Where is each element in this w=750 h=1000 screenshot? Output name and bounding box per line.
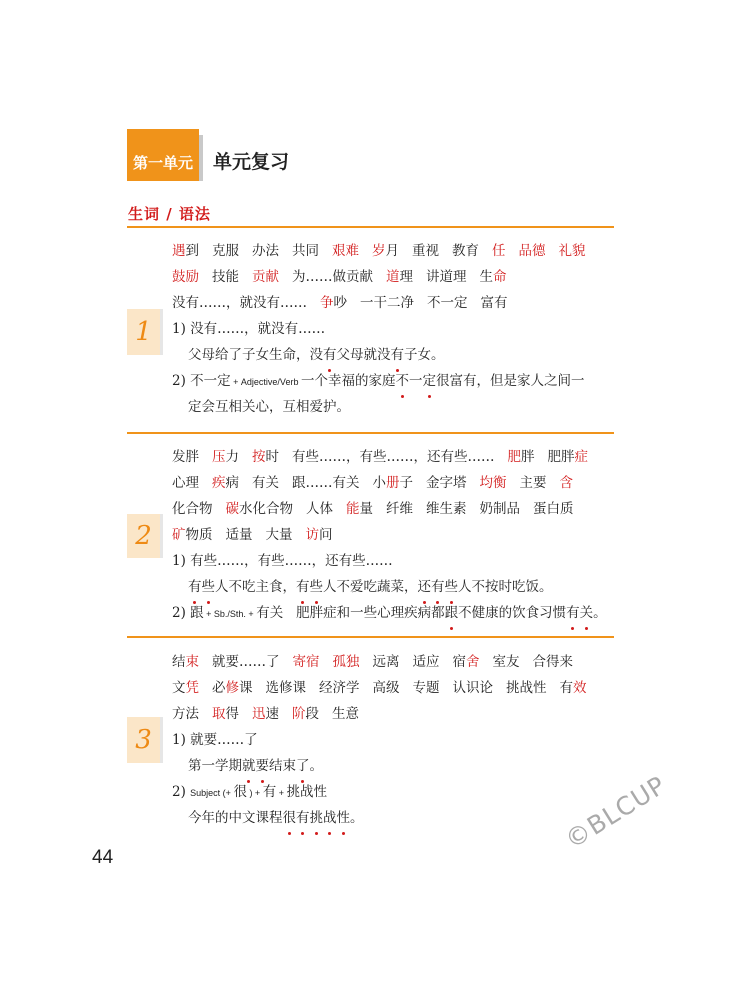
- vocab-word: 阶段: [292, 706, 319, 722]
- vocab-line: [172, 444, 622, 470]
- vocab-word: 宿舍: [452, 654, 480, 670]
- vocab-word: 远离: [372, 654, 400, 670]
- vocab-word: 奶制品: [479, 501, 520, 517]
- vocab-word: 就要……了: [212, 654, 280, 670]
- vocab-word: 大量: [265, 527, 293, 543]
- vocab-word: 文凭: [172, 680, 199, 696]
- vocab-line: [172, 701, 622, 727]
- vocab-word: 化合物: [172, 501, 213, 517]
- vocab-word: 能量: [346, 501, 373, 517]
- vocab-word: 生命: [479, 269, 507, 285]
- vocab-word: 必修课: [212, 680, 253, 696]
- divider: [127, 636, 614, 638]
- vocab-word: 寄宿: [292, 654, 320, 670]
- vocab-word: 共同: [292, 243, 319, 259]
- vocab-word: 挑战性: [506, 680, 547, 696]
- vocab-word: 适量: [225, 527, 253, 543]
- vocab-word: 高级: [372, 680, 400, 696]
- vocab-word: 维生素: [426, 501, 467, 517]
- vocab-word: 经济学: [319, 680, 360, 696]
- vocab-word: 碳水化合物: [225, 501, 293, 517]
- vocab-word: 争吵: [320, 295, 347, 311]
- vocab-word: 不一定: [427, 295, 468, 311]
- vocab-word: 适应: [412, 654, 440, 670]
- lesson-number-1: 1: [127, 309, 160, 355]
- grammar-pattern: 1) 就要……了: [172, 732, 258, 748]
- vocab-word: 按时: [252, 449, 279, 465]
- vocab-word: 有关: [252, 475, 279, 491]
- lesson-2-block: [172, 444, 622, 626]
- grammar-pattern: 1) 没有……，就没有……: [172, 321, 326, 337]
- vocab-line: [172, 675, 622, 701]
- grammar-example: 一个幸福的家庭不一定很富有，但是家人之间一: [301, 373, 585, 389]
- lesson-number-3: 3: [127, 717, 160, 763]
- grammar-pattern: 2) 不一定 + Adjective/Verb 一个幸福的家庭不一定很富有，但是家人之间一: [172, 368, 622, 394]
- vocab-word: 纤维: [386, 501, 413, 517]
- vocab-word: 疾病: [212, 475, 239, 491]
- vocab-word: 孤独: [332, 654, 360, 670]
- lesson-1-block: [172, 238, 622, 420]
- unit-title: 单元复习: [213, 150, 290, 173]
- grammar-example-cont: 定会互相关心，互相爱护。: [188, 399, 350, 415]
- vocab-word: 肥胖: [507, 449, 535, 465]
- vocab-word: 鼓励: [172, 269, 199, 285]
- vocab-word: 道理: [386, 269, 413, 285]
- vocab-word: 均衡: [479, 475, 507, 491]
- vocab-word: 室友: [492, 654, 520, 670]
- vocab-word: 发胖: [172, 449, 199, 465]
- grammar-example: 第一学期就要结束了。: [172, 753, 622, 779]
- lesson-number-2: 2: [127, 514, 160, 558]
- vocab-word: 技能: [212, 269, 239, 285]
- vocab-word: 生意: [332, 706, 359, 722]
- vocab-line: [172, 238, 622, 264]
- vocab-word: 教育: [452, 243, 479, 259]
- vocab-word: 富有: [480, 295, 508, 311]
- unit-tag: 第一单元: [127, 129, 199, 181]
- vocab-word: 结束: [172, 654, 199, 670]
- vocab-line: [172, 649, 622, 675]
- vocab-word: 取得: [212, 706, 239, 722]
- vocab-word: 迅速: [252, 706, 279, 722]
- vocab-word: 含: [559, 475, 573, 491]
- vocab-line: [172, 290, 622, 316]
- vocab-word: 人体: [306, 501, 333, 517]
- grammar-example: 有些人不吃主食，有些人不爱吃蔬菜，还有些人不按时吃饭。: [172, 574, 622, 600]
- vocab-word: 认识论: [452, 680, 493, 696]
- vocab-word: 蛋白质: [533, 501, 574, 517]
- vocab-word: 压力: [212, 449, 239, 465]
- vocab-word: 岁月: [372, 243, 399, 259]
- vocab-word: 讲道理: [426, 269, 467, 285]
- vocab-word: 主要: [519, 475, 547, 491]
- grammar-example: 父母给了子女生命，没有父母就没有子女。: [172, 342, 622, 368]
- vocab-word: 没有……，就没有……: [172, 295, 307, 311]
- vocab-word: 肥胖症: [547, 449, 588, 465]
- divider: [127, 432, 614, 434]
- grammar-pattern: 2) 跟 + Sb./Sth. + 有关 肥胖症和一些心理疾病都跟不健康的饮食习惯有关。: [172, 600, 622, 626]
- vocab-word: 矿物质: [172, 527, 213, 543]
- vocab-line: [172, 522, 622, 548]
- vocab-word: 为……做贡献: [292, 269, 373, 285]
- divider: [127, 226, 614, 228]
- vocab-word: 贡献: [252, 269, 279, 285]
- vocab-word: 跟……有关: [292, 475, 360, 491]
- vocab-word: 任: [492, 243, 506, 259]
- vocab-word: 选修课: [265, 680, 306, 696]
- grammar-example: 肥胖症和一些心理疾病都跟不健康的饮食习惯有关。: [296, 605, 607, 621]
- vocab-word: 有些……，有些……，还有些……: [292, 449, 495, 465]
- page-number: 44: [92, 847, 114, 868]
- grammar-example: 今年的中文课程很有挑战性。: [172, 805, 622, 831]
- vocab-word: 礼貌: [558, 243, 586, 259]
- section-heading: 生词 / 语法: [128, 205, 211, 223]
- vocab-word: 办法: [252, 243, 279, 259]
- vocab-word: 有效: [559, 680, 587, 696]
- vocab-word: 心理: [172, 475, 199, 491]
- vocab-line: [172, 496, 622, 522]
- vocab-word: 品德: [518, 243, 546, 259]
- grammar-pattern: 1) 有些……，有些……，还有些……: [172, 553, 393, 569]
- vocab-word: 小册子: [372, 475, 413, 491]
- unit-header: [127, 129, 289, 181]
- vocab-word: 访问: [305, 527, 333, 543]
- vocab-word: 艰难: [332, 243, 359, 259]
- vocab-word: 金字塔: [426, 475, 467, 491]
- grammar-pattern: 2) Subject (+ 很 ) + 有 + 挑战性: [172, 784, 327, 800]
- vocab-word: 专题: [412, 680, 440, 696]
- lesson-3-block: [172, 649, 622, 831]
- vocab-line: [172, 264, 622, 290]
- vocab-line: [172, 470, 622, 496]
- vocab-word: 克服: [212, 243, 239, 259]
- vocab-word: 方法: [172, 706, 199, 722]
- vocab-word: 一干二净: [360, 295, 414, 311]
- vocab-word: 合得来: [532, 654, 573, 670]
- watermark: ©BLCUP: [560, 770, 672, 855]
- vocab-word: 重视: [412, 243, 439, 259]
- vocab-word: 遇到: [172, 243, 199, 259]
